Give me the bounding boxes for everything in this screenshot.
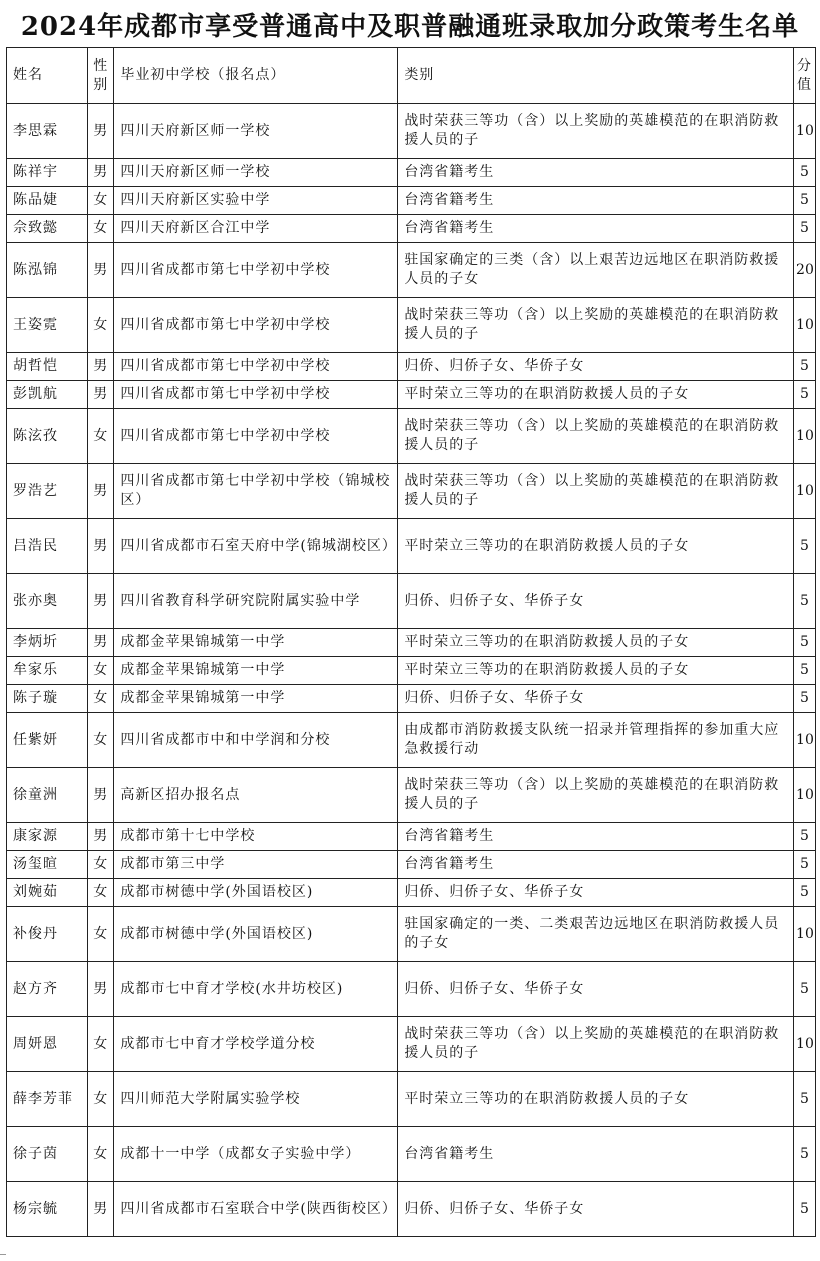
cell-sex: 男: [88, 519, 114, 574]
cell-school: 成都金苹果锦城第一中学: [114, 685, 398, 713]
cell-score: 5: [794, 629, 816, 657]
table-row: [7, 685, 816, 713]
cell-name: 吕浩民: [7, 519, 88, 574]
table-row: [7, 381, 816, 409]
cell-school: 四川天府新区师一学校: [114, 104, 398, 159]
cell-name: 康家源: [7, 823, 88, 851]
cell-sex: 男: [88, 823, 114, 851]
cell-sex: 男: [88, 243, 114, 298]
applicant-table: [6, 47, 816, 1237]
table-row: [7, 409, 816, 464]
table-row: [7, 962, 816, 1017]
cell-sex: 女: [88, 851, 114, 879]
cell-name: 陈子璇: [7, 685, 88, 713]
cell-sex: 男: [88, 381, 114, 409]
cell-sex: 女: [88, 409, 114, 464]
table-row: [7, 1182, 816, 1237]
cell-name: 补俊丹: [7, 907, 88, 962]
cell-sex: 女: [88, 215, 114, 243]
cell-name: 李思霖: [7, 104, 88, 159]
cell-school: 四川天府新区合江中学: [114, 215, 398, 243]
cell-school: 四川省成都市第七中学初中学校: [114, 381, 398, 409]
cell-school: 四川天府新区师一学校: [114, 159, 398, 187]
cell-school: 成都金苹果锦城第一中学: [114, 657, 398, 685]
table-row: [7, 159, 816, 187]
cell-category: 战时荣获三等功（含）以上奖励的英雄模范的在职消防救援人员的子: [398, 409, 794, 464]
cell-name: 王姿霓: [7, 298, 88, 353]
page-edge-mark: [0, 1254, 6, 1255]
cell-school: 四川师范大学附属实验学校: [114, 1072, 398, 1127]
cell-score: 5: [794, 215, 816, 243]
cell-school: 高新区招办报名点: [114, 768, 398, 823]
cell-score: 5: [794, 159, 816, 187]
cell-sex: 女: [88, 187, 114, 215]
cell-name: 张亦奥: [7, 574, 88, 629]
table-row: [7, 243, 816, 298]
cell-name: 胡哲恺: [7, 353, 88, 381]
table-row: [7, 574, 816, 629]
cell-category: 平时荣立三等功的在职消防救援人员的子女: [398, 657, 794, 685]
cell-category: 台湾省籍考生: [398, 159, 794, 187]
cell-school: 成都十一中学（成都女子实验中学）: [114, 1127, 398, 1182]
cell-sex: 女: [88, 685, 114, 713]
cell-name: 徐子茵: [7, 1127, 88, 1182]
cell-score: 5: [794, 685, 816, 713]
cell-category: 台湾省籍考生: [398, 823, 794, 851]
cell-score: 5: [794, 353, 816, 381]
cell-sex: 男: [88, 962, 114, 1017]
cell-category: 战时荣获三等功（含）以上奖励的英雄模范的在职消防救援人员的子: [398, 298, 794, 353]
cell-school: 四川天府新区实验中学: [114, 187, 398, 215]
cell-school: 成都市七中育才学校学道分校: [114, 1017, 398, 1072]
table-row: [7, 187, 816, 215]
table-row: [7, 104, 816, 159]
page-title: 2024年成都市享受普通高中及职普融通班录取加分政策考生名单: [20, 12, 800, 42]
cell-category: 台湾省籍考生: [398, 1127, 794, 1182]
table-row: [7, 353, 816, 381]
cell-score: 5: [794, 879, 816, 907]
cell-category: 平时荣立三等功的在职消防救援人员的子女: [398, 1072, 794, 1127]
cell-sex: 男: [88, 159, 114, 187]
cell-name: 杨宗毓: [7, 1182, 88, 1237]
cell-name: 陈祥宇: [7, 159, 88, 187]
cell-category: 战时荣获三等功（含）以上奖励的英雄模范的在职消防救援人员的子: [398, 464, 794, 519]
cell-name: 罗浩艺: [7, 464, 88, 519]
cell-category: 台湾省籍考生: [398, 215, 794, 243]
table-row: [7, 907, 816, 962]
table-row: [7, 851, 816, 879]
cell-name: 汤玺暄: [7, 851, 88, 879]
header-sex: 性别: [88, 48, 114, 104]
cell-category: 归侨、归侨子女、华侨子女: [398, 962, 794, 1017]
table-row: [7, 657, 816, 685]
cell-score: 5: [794, 1127, 816, 1182]
cell-category: 归侨、归侨子女、华侨子女: [398, 574, 794, 629]
cell-score: 5: [794, 381, 816, 409]
header-name: 姓名: [7, 48, 88, 104]
cell-category: 驻国家确定的一类、二类艰苦边远地区在职消防救援人员的子女: [398, 907, 794, 962]
cell-score: 20: [794, 243, 816, 298]
cell-sex: 男: [88, 629, 114, 657]
cell-score: 5: [794, 574, 816, 629]
cell-name: 佘致懿: [7, 215, 88, 243]
table-row: [7, 1127, 816, 1182]
cell-sex: 男: [88, 1182, 114, 1237]
cell-school: 四川省成都市第七中学初中学校: [114, 409, 398, 464]
cell-name: 徐童洲: [7, 768, 88, 823]
cell-school: 四川省成都市第七中学初中学校: [114, 243, 398, 298]
cell-score: 10: [794, 104, 816, 159]
cell-name: 刘婉茹: [7, 879, 88, 907]
cell-sex: 女: [88, 657, 114, 685]
cell-school: 四川省成都市石室天府中学(锦城湖校区）: [114, 519, 398, 574]
cell-sex: 女: [88, 1127, 114, 1182]
table-row: [7, 629, 816, 657]
cell-school: 成都市第三中学: [114, 851, 398, 879]
table-header-row: [7, 48, 816, 104]
cell-category: 台湾省籍考生: [398, 851, 794, 879]
cell-score: 5: [794, 851, 816, 879]
cell-category: 台湾省籍考生: [398, 187, 794, 215]
cell-score: 5: [794, 657, 816, 685]
cell-sex: 男: [88, 104, 114, 159]
cell-school: 成都市树德中学(外国语校区): [114, 879, 398, 907]
cell-score: 10: [794, 713, 816, 768]
table-row: [7, 768, 816, 823]
table-row: [7, 298, 816, 353]
cell-school: 四川省成都市中和中学润和分校: [114, 713, 398, 768]
cell-category: 由成都市消防救援支队统一招录并管理指挥的参加重大应急救援行动: [398, 713, 794, 768]
cell-score: 10: [794, 1017, 816, 1072]
cell-school: 成都市树德中学(外国语校区): [114, 907, 398, 962]
cell-sex: 男: [88, 574, 114, 629]
cell-name: 周妍恩: [7, 1017, 88, 1072]
cell-school: 成都金苹果锦城第一中学: [114, 629, 398, 657]
cell-score: 5: [794, 1182, 816, 1237]
cell-sex: 女: [88, 879, 114, 907]
table-row: [7, 464, 816, 519]
cell-sex: 男: [88, 768, 114, 823]
header-school: 毕业初中学校（报名点）: [114, 48, 398, 104]
table-row: [7, 823, 816, 851]
cell-name: 陈泫孜: [7, 409, 88, 464]
cell-score: 5: [794, 962, 816, 1017]
cell-sex: 女: [88, 1017, 114, 1072]
cell-school: 四川省教育科学研究院附属实验中学: [114, 574, 398, 629]
cell-category: 平时荣立三等功的在职消防救援人员的子女: [398, 381, 794, 409]
cell-score: 5: [794, 519, 816, 574]
cell-category: 战时荣获三等功（含）以上奖励的英雄模范的在职消防救援人员的子: [398, 104, 794, 159]
cell-category: 归侨、归侨子女、华侨子女: [398, 353, 794, 381]
cell-category: 归侨、归侨子女、华侨子女: [398, 685, 794, 713]
cell-name: 李炳圻: [7, 629, 88, 657]
cell-name: 赵方齐: [7, 962, 88, 1017]
cell-score: 10: [794, 464, 816, 519]
cell-name: 任紫妍: [7, 713, 88, 768]
cell-name: 陈品婕: [7, 187, 88, 215]
cell-name: 牟家乐: [7, 657, 88, 685]
cell-category: 战时荣获三等功（含）以上奖励的英雄模范的在职消防救援人员的子: [398, 1017, 794, 1072]
cell-school: 成都市第十七中学校: [114, 823, 398, 851]
cell-score: 5: [794, 823, 816, 851]
table-row: [7, 713, 816, 768]
cell-score: 10: [794, 409, 816, 464]
cell-school: 四川省成都市第七中学初中学校: [114, 353, 398, 381]
table-row: [7, 1072, 816, 1127]
cell-name: 陈泓锦: [7, 243, 88, 298]
cell-category: 驻国家确定的三类（含）以上艰苦边远地区在职消防救援人员的子女: [398, 243, 794, 298]
cell-sex: 女: [88, 713, 114, 768]
cell-score: 10: [794, 298, 816, 353]
table-row: [7, 215, 816, 243]
cell-school: 成都市七中育才学校(水井坊校区): [114, 962, 398, 1017]
header-category: 类别: [398, 48, 794, 104]
cell-category: 归侨、归侨子女、华侨子女: [398, 879, 794, 907]
cell-category: 战时荣获三等功（含）以上奖励的英雄模范的在职消防救援人员的子: [398, 768, 794, 823]
cell-name: 彭凯航: [7, 381, 88, 409]
table-row: [7, 1017, 816, 1072]
cell-school: 四川省成都市第七中学初中学校: [114, 298, 398, 353]
cell-school: 四川省成都市石室联合中学(陕西街校区）: [114, 1182, 398, 1237]
cell-category: 归侨、归侨子女、华侨子女: [398, 1182, 794, 1237]
cell-sex: 女: [88, 1072, 114, 1127]
cell-category: 平时荣立三等功的在职消防救援人员的子女: [398, 519, 794, 574]
header-score: 分值: [794, 48, 816, 104]
table-row: [7, 519, 816, 574]
cell-sex: 男: [88, 353, 114, 381]
cell-category: 平时荣立三等功的在职消防救援人员的子女: [398, 629, 794, 657]
cell-score: 5: [794, 187, 816, 215]
table-row: [7, 879, 816, 907]
cell-sex: 男: [88, 464, 114, 519]
cell-score: 10: [794, 768, 816, 823]
cell-score: 5: [794, 1072, 816, 1127]
cell-sex: 女: [88, 907, 114, 962]
cell-sex: 女: [88, 298, 114, 353]
cell-school: 四川省成都市第七中学初中学校（锦城校区）: [114, 464, 398, 519]
cell-name: 薛李芳菲: [7, 1072, 88, 1127]
cell-score: 10: [794, 907, 816, 962]
